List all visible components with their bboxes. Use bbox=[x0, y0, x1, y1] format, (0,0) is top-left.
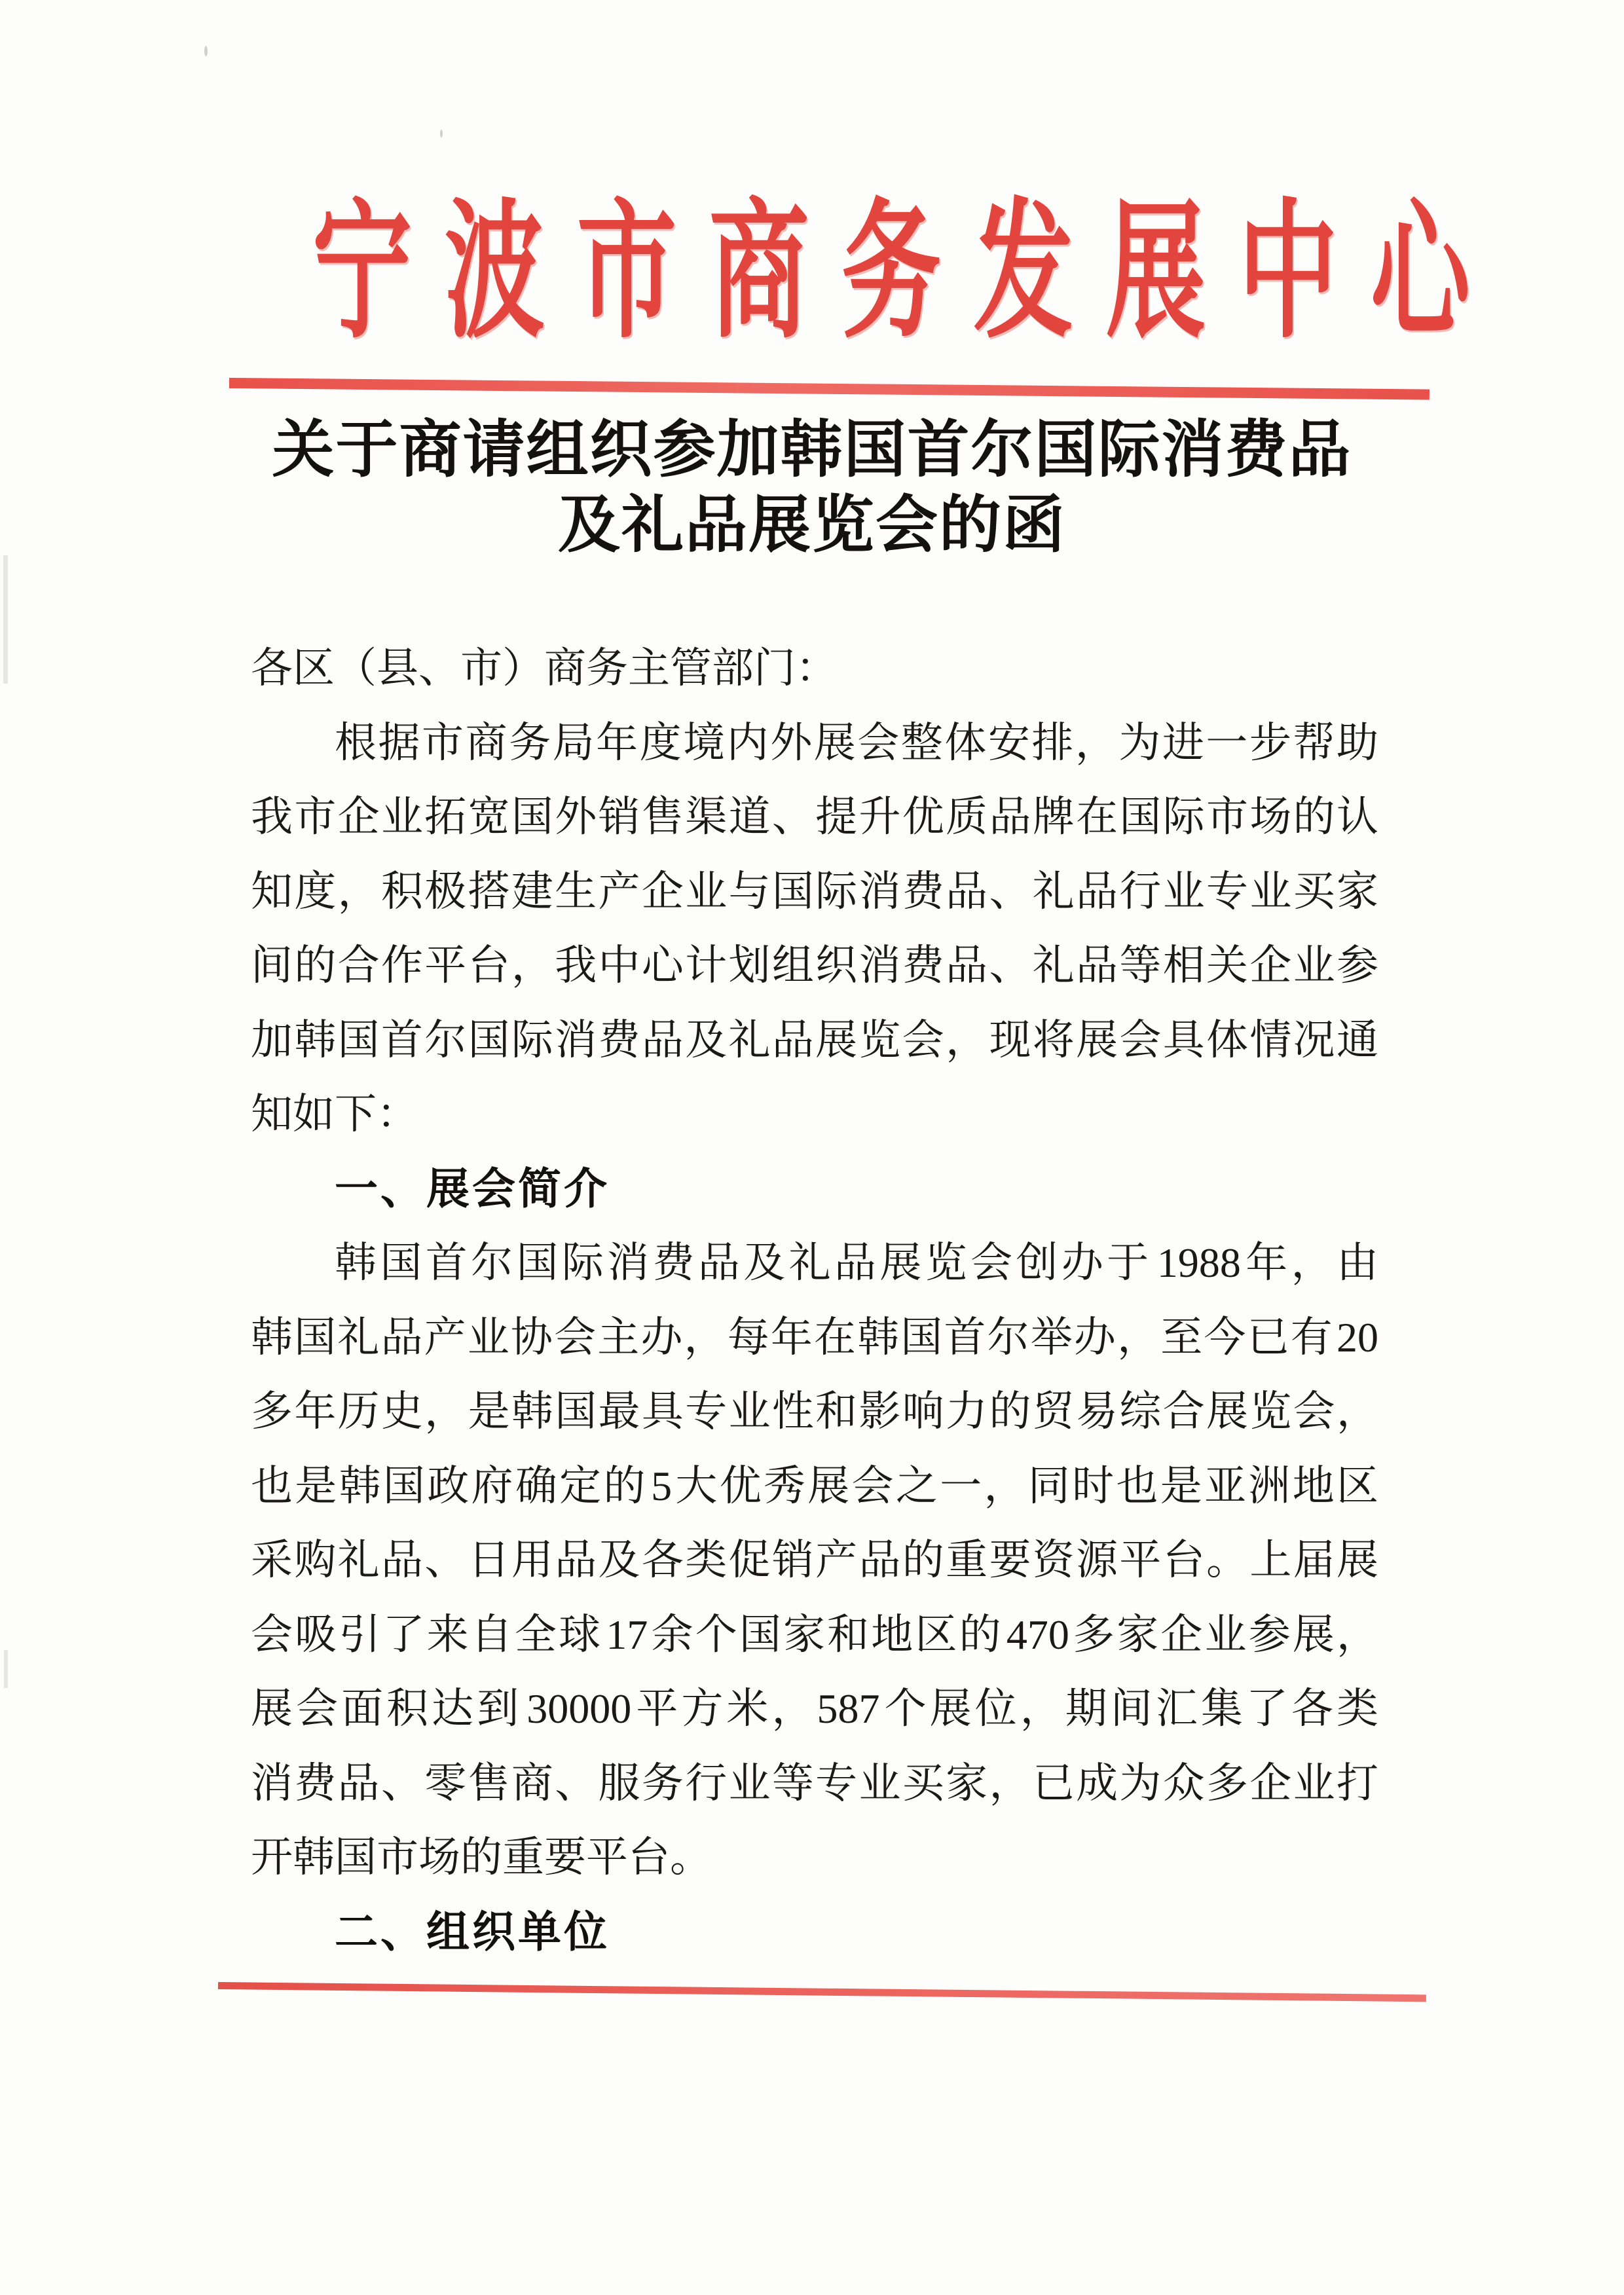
body-line: 也是韩国政府确定的 5 大优秀展会之一，同时也是亚洲地区 bbox=[251, 1462, 1378, 1509]
body-line: 多年历史，是韩国最具专业性和影响力的贸易综合展览会， bbox=[251, 1388, 1378, 1435]
document-title-line-1: 关于商请组织参加韩国首尔国际消费品 bbox=[272, 415, 1352, 485]
body-line: 加韩国首尔国际消费品及礼品展览会，现将展会具体情况通 bbox=[251, 1016, 1378, 1063]
body-line: 会吸引了来自全球 17 余个国家和地区的 470 多家企业参展， bbox=[251, 1611, 1378, 1658]
org-masthead-title: 宁波市商务发展中心 bbox=[312, 191, 1503, 356]
body-line: 间的合作平台，我中心计划组织消费品、礼品等相关企业参 bbox=[251, 942, 1378, 989]
body-line: 知度，积极搭建生产企业与国际消费品、礼品行业专业买家 bbox=[251, 868, 1378, 915]
body-line: 我市企业拓宽国外销售渠道、提升优质品牌在国际市场的认 bbox=[251, 794, 1378, 840]
section-heading-2: 二、组织单位 bbox=[335, 1907, 610, 1956]
section-heading-1: 一、展会简介 bbox=[335, 1164, 610, 1213]
body-line: 知如下： bbox=[251, 1091, 418, 1137]
scan-dust-speck bbox=[440, 130, 443, 138]
document-title-line-2: 及礼品展览会的函 bbox=[557, 490, 1066, 560]
letter-body bbox=[251, 631, 1378, 1969]
salutation-line: 各区（县、市）商务主管部门： bbox=[251, 645, 838, 691]
red-rule-bottom bbox=[218, 1982, 1426, 2002]
document-title bbox=[0, 413, 1624, 563]
body-line: 开韩国市场的重要平台。 bbox=[251, 1834, 712, 1881]
body-line: 韩国首尔国际消费品及礼品展览会创办于 1988 年，由 bbox=[335, 1239, 1378, 1286]
body-line: 根据市商务局年度境内外展会整体安排，为进一步帮助 bbox=[335, 719, 1378, 766]
body-line: 展会面积达到 30000 平方米，587 个展位，期间汇集了各类 bbox=[251, 1685, 1378, 1732]
body-line: 消费品、零售商、服务行业等专业买家，已成为众多企业打 bbox=[251, 1759, 1378, 1807]
scan-streak bbox=[4, 1650, 8, 1688]
red-rule-top bbox=[229, 378, 1430, 400]
body-line: 采购礼品、日用品及各类促销产品的重要资源平台。上届展 bbox=[251, 1537, 1378, 1583]
body-line: 韩国礼品产业协会主办，每年在韩国首尔举办，至今已有 20 bbox=[251, 1313, 1378, 1361]
scan-dust-speck bbox=[204, 46, 208, 56]
scan-streak bbox=[3, 555, 8, 684]
